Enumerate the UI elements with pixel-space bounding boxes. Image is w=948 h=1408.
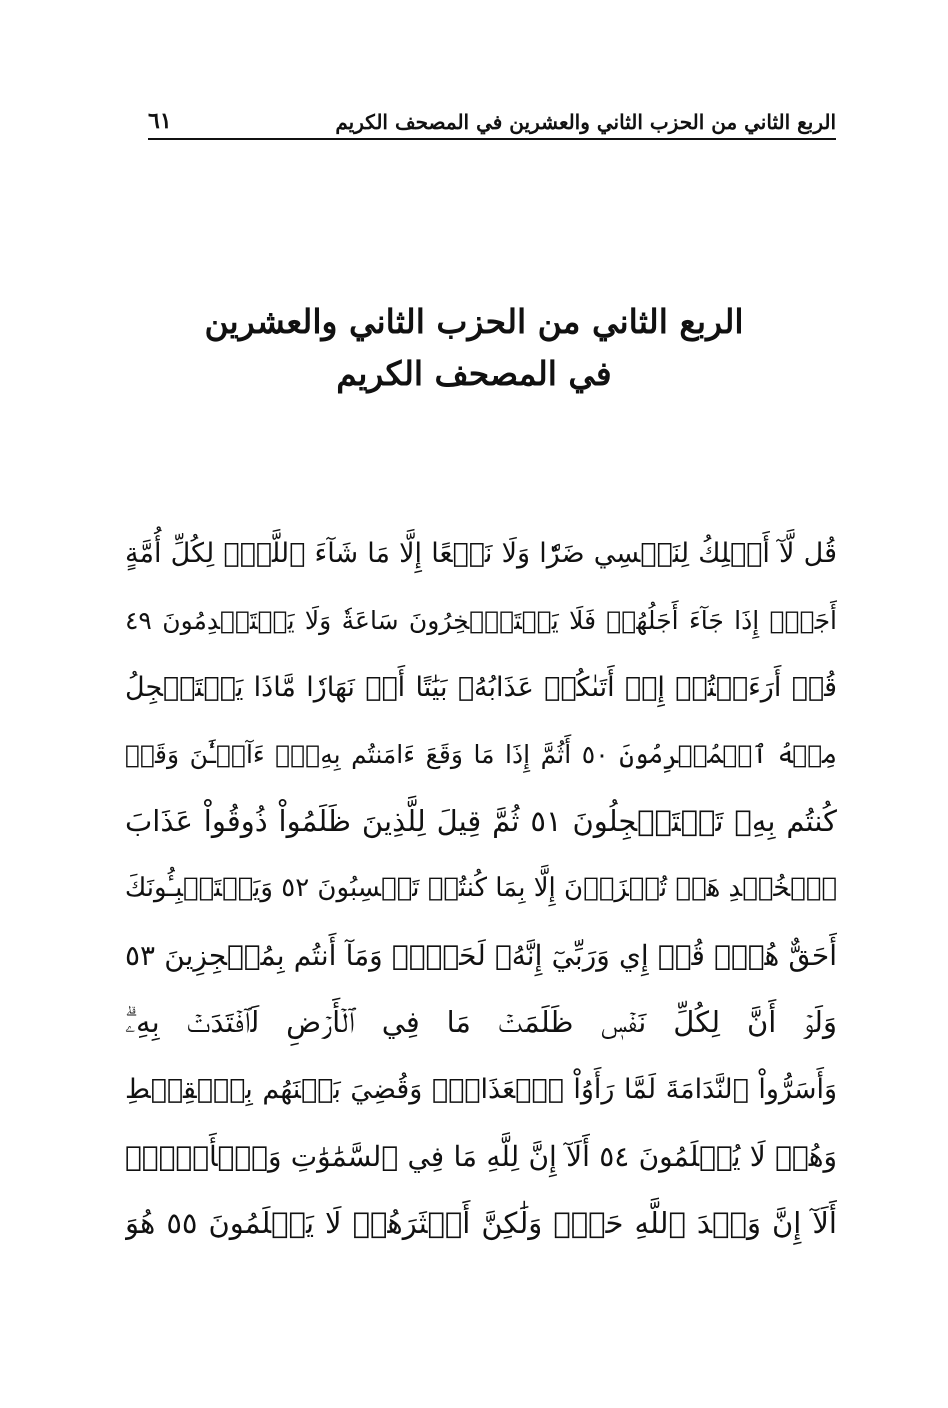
header-divider <box>148 138 836 140</box>
verse-line: ٱلۡخُلۡدِ هَلۡ تُجۡزَوۡنَ إِلَّا بِمَا كُنتُمۡ تَكۡسِبُونَ ٥٢ وَيَسۡتَنۢبِـُٔونَكَ <box>125 873 837 903</box>
verse-line: وَهُمۡ لَا يُظۡلَمُونَ ٥٤ أَلَآ إِنَّ لِلَّهِ مَا فِي ٱلسَّمَٰوَٰتِ وَٱلۡأَرۡضِۗ <box>125 1140 837 1173</box>
page-number: ٦١ <box>148 108 172 134</box>
verse-line: مِنۡهُ ٱلۡمُجۡرِمُونَ ٥٠ أَثُمَّ إِذَا مَا وَقَعَ ءَامَنتُم بِهِۦٓۚ ءَآلۡـَٰٔنَ وَقَدۡ <box>125 740 837 769</box>
verse-line: أَحَقٌّ هُوَۖ قُلۡ إِي وَرَبِّيٓ إِنَّهُۥ لَحَقّٞۖ وَمَآ أَنتُم بِمُعۡجِزِينَ ٥٣ <box>125 939 837 972</box>
verse-line: أَلَآ إِنَّ وَعۡدَ ٱللَّهِ حَقّٞ وَلَٰكِنَّ أَكۡثَرَهُمۡ لَا يَعۡلَمُونَ ٥٥ هُوَ <box>125 1206 837 1240</box>
verse-line: وَلَوۡ أَنَّ لِكُلِّ نَفۡسٖ ظَلَمَتۡ مَا فِي ٱلۡأَرۡضِ لَٱفۡتَدَتۡ بِهِۦۗ <box>125 1005 837 1039</box>
verse-line: وَأَسَرُّواْ ٱلنَّدَامَةَ لَمَّا رَأَوُاْ ٱلۡعَذَابَۖ وَقُضِيَ بَيۡنَهُم بِٱلۡقِسۡطِ <box>125 1074 837 1105</box>
verse-line: كُنتُم بِهِۦ تَسۡتَعۡجِلُونَ ٥١ ثُمَّ قِيلَ لِلَّذِينَ ظَلَمُواْ ذُوقُواْ عَذَابَ <box>125 804 837 838</box>
verse-line: قُلۡ أَرَءَيۡتُمۡ إِنۡ أَتَىٰكُمۡ عَذَابُهُۥ بَيَٰتًا أَوۡ نَهَارٗا مَّاذَا يَسۡتَعۡجِلُ <box>125 672 837 703</box>
running-header <box>148 102 836 134</box>
running-header-title: الربع الثاني من الحزب الثاني والعشرين في المصحف الكريم <box>335 110 836 134</box>
verse-line: أَجَلٌۚ إِذَا جَآءَ أَجَلُهُمۡ فَلَا يَسۡتَـٔۡخِرُونَ سَاعَةٗ وَلَا يَسۡتَقۡدِمُونَ ٤٩ <box>125 606 837 635</box>
verse-line: قُل لَّآ أَمۡلِكُ لِنَفۡسِي ضَرّٗا وَلَا نَفۡعًا إِلَّا مَا شَآءَ ٱللَّهُۗ لِكُلِّ أُمَّةٍ <box>125 538 837 569</box>
section-heading-line-2: في المصحف الكريم <box>336 354 612 393</box>
section-heading-line-1: الربع الثاني من الحزب الثاني والعشرين <box>204 302 744 341</box>
quran-text-block <box>125 520 837 1257</box>
